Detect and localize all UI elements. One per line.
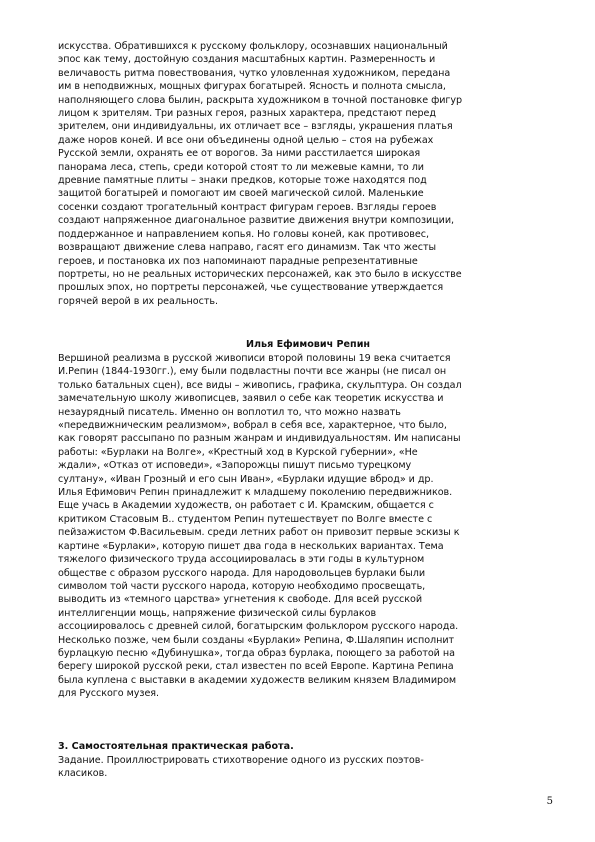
text-line: символом той части русского народа, которую необходимо просвещать, xyxy=(58,580,426,592)
text-line: даже норов коней. И все они объединены одной целью – стоя на рубежах xyxy=(58,134,434,146)
text-line: работы: «Бурлаки на Волге», «Крестный ход в Курской губернии», «Не xyxy=(58,446,418,458)
text-line: берегу широкой русской реки, стал известен по всей Европе. Картина Репина xyxy=(58,661,454,673)
text-line: бурлацкую песню «Дубинушка», тогда образ бурлака, поющего за работой на xyxy=(58,647,455,659)
text-line: лицом к зрителям. Три разных героя, разных характера, предстают перед xyxy=(58,108,436,120)
text-line: Еще учась в Академии художеств, он работает с И. Крамским, общается с xyxy=(58,500,434,512)
text-line: для Русского музея. xyxy=(58,688,160,700)
section-heading-practical-work: 3. Самостоятельная практическая работа. xyxy=(58,741,294,752)
text-line: незаурядный писатель. Именно он воплотил то, что можно назвать xyxy=(58,406,401,418)
text-line: поддержанное и направлением копья. Но головы коней, как противовес, xyxy=(58,228,429,240)
text-line: И.Репин (1844-1930гг.), ему были подвластны почти все жанры (не писал он xyxy=(58,366,447,378)
text-line: портреты, но не реальных исторических персонажей, как это было в искусстве xyxy=(58,268,462,280)
text-line: Русской земли, охранять ее от ворогов. За ними расстилается широкая xyxy=(58,148,421,160)
text-line: ждали», «Отказ от исповеди», «Запорожцы пишут письмо турецкому xyxy=(58,460,412,472)
text-line: только батальных сцен), все виды – живопись, графика, скульптура. Он создал xyxy=(58,379,462,391)
text-line: героев, и постановка их поз напоминают парадные репрезентативные xyxy=(58,255,418,267)
section-title-repin: Илья Ефимович Репин xyxy=(245,339,371,350)
text-line: критиком Стасовым В.. студентом Репин путешествует по Волге вместе с xyxy=(58,513,433,525)
text-line: замечательную школу живописцев, заявил о себе как теоретик искусства и xyxy=(58,393,444,405)
text-line: горячей верой в их реальность. xyxy=(58,295,218,307)
text-line: «передвижническим реализмом», вобрал в себя все, характерное, что было, xyxy=(58,420,447,432)
text-line: Илья Ефимович Репин принадлежит к младшему поколению передвижников. xyxy=(58,487,453,499)
paragraph-repin xyxy=(58,352,558,701)
text-line: им в неподвижных, мощных фигурах богатырей. Ясность и полнота смысла, xyxy=(58,81,446,93)
text-line: класиков. xyxy=(58,768,108,780)
text-line: защитой богатырей и помогают им своей магической силой. Маленькие xyxy=(58,188,424,200)
text-line: панорама леса, степь, среди которой стоят то ли межевые камни, то ли xyxy=(58,161,424,173)
text-line: прошлых эпох, но портреты персонажей, чье существование утверждается xyxy=(58,282,444,294)
paragraph-vasnetsov-bogatyrs xyxy=(58,40,558,308)
text-line: создают напряженное диагональное развитие движения внутри композиции, xyxy=(58,215,455,227)
text-line: наполняющего слова былин, раскрыта художником в точной постановке фигур xyxy=(58,94,463,106)
text-line: древние памятные плиты – знаки предков, которые тоже находятся под xyxy=(58,175,427,187)
text-line: тяжелого физического труда ассоциировалась в эти годы в культурном xyxy=(58,554,425,566)
text-line: зрителем, они индивидуальны, их отличает все – взгляды, украшения платья xyxy=(58,121,453,133)
text-line: сосенки создают трогательный контраст фигурам героев. Взгляды героев xyxy=(58,201,437,213)
text-line: султану», «Иван Грозный и его сын Иван», «Бурлаки идущие вброд» и др. xyxy=(58,473,434,485)
text-line: обществе с образом русского народа. Для народовольцев бурлаки были xyxy=(58,567,426,579)
text-line: Вершиной реализма в русской живописи второй половины 19 века считается xyxy=(58,353,451,364)
text-line: величавость ритма повествования, чутко уловленная художником, передана xyxy=(58,67,451,79)
text-line: возвращают движение слева направо, гасят его динамизм. Так что жесты xyxy=(58,242,437,254)
text-line: картине «Бурлаки», которую пишет два года в нескольких вариантах. Тема xyxy=(58,540,444,552)
text-line: искусства. Обратившихся к русскому фольклору, осознавших национальный xyxy=(58,41,448,52)
text-line: интеллигенции мощь, напряжение физической силы бурлаков xyxy=(58,607,377,619)
text-line: как говорят рассыпано по разным жанрам и индивидуальностям. Им написаны xyxy=(58,433,461,445)
text-line: выводить из «темного царства» угнетения к свободе. Для всей русской xyxy=(58,594,423,606)
text-line: пейзажистом Ф.Васильевым. среди летних работ он привозит первые эскизы к xyxy=(58,527,460,539)
text-line: Задание. Проиллюстрировать стихотворение одного из русских поэтов- xyxy=(58,755,424,766)
task-paragraph xyxy=(58,754,558,781)
text-line: была куплена с выставки в академии художеств великим князем Владимиром xyxy=(58,674,457,686)
page-number: 5 xyxy=(546,796,553,807)
text-line: Несколько позже, чем были созданы «Бурлаки» Репина, Ф.Шаляпин исполнит xyxy=(58,634,455,646)
text-line: эпос как тему, достойную создания масштабных картин. Размеренность и xyxy=(58,54,436,66)
text-line: ассоциировалось с древней силой, богатырским фольклором русского народа. xyxy=(58,621,459,633)
